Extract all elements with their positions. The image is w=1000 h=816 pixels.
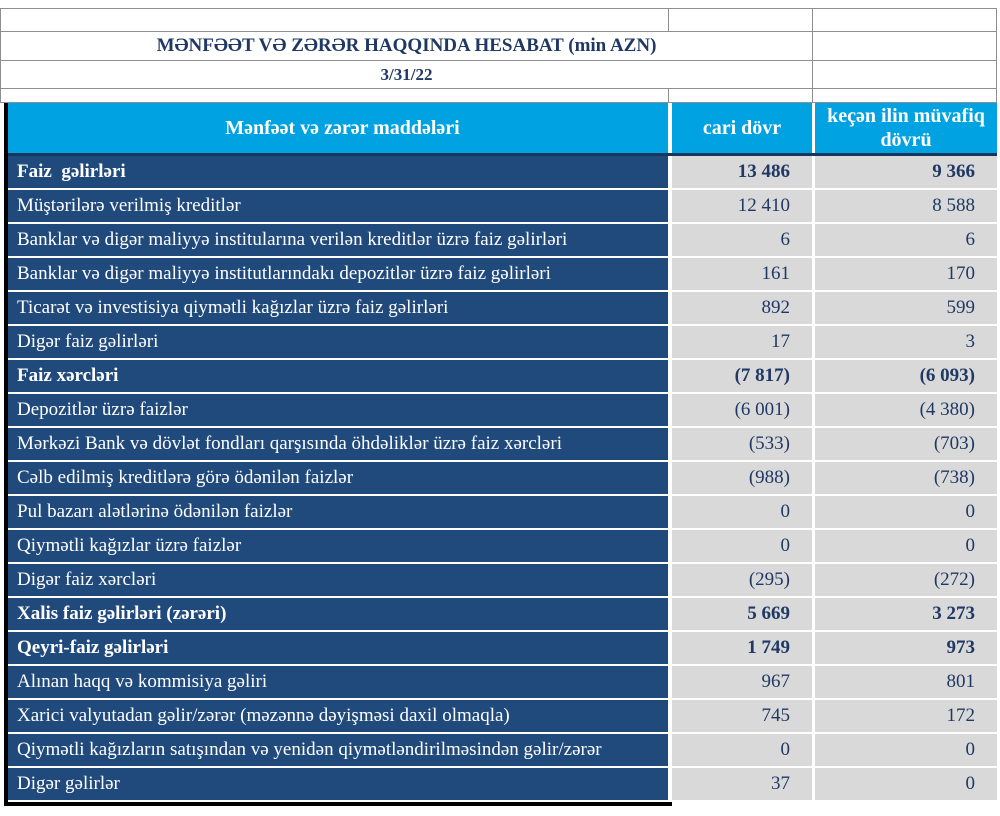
row-label-cell[interactable] [8, 530, 668, 562]
row-current-value-cell[interactable] [672, 360, 812, 392]
row-previous-value: 3 273 [932, 603, 975, 624]
column-header-previous[interactable] [815, 103, 997, 153]
row-previous-value: 973 [946, 637, 975, 658]
table-row [8, 598, 997, 630]
row-label: Cəlb edilmiş kreditlərə görə ödənilən faizlər [17, 467, 354, 488]
row-current-value: (7 817) [734, 365, 790, 386]
report-date-cell[interactable] [1, 61, 813, 88]
row-current-value: 0 [780, 501, 790, 522]
row-previous-value-cell[interactable] [815, 632, 997, 664]
row-previous-value: 801 [946, 671, 975, 692]
row-current-value-cell[interactable] [672, 292, 812, 324]
row-current-value: 1 749 [747, 637, 790, 658]
row-label-cell[interactable] [8, 564, 668, 596]
row-label-cell[interactable] [8, 156, 668, 188]
row-previous-value-cell[interactable] [815, 360, 997, 392]
row-previous-value-cell[interactable] [815, 700, 997, 732]
row-label-cell[interactable] [8, 394, 668, 426]
table-row [8, 496, 997, 528]
column-header-current-label: cari dövr [702, 117, 782, 139]
row-previous-value-cell[interactable] [815, 394, 997, 426]
row-previous-value: 0 [965, 535, 975, 556]
row-current-value: (295) [748, 569, 790, 590]
row-previous-value: 6 [965, 229, 975, 250]
row-label-cell[interactable] [8, 428, 668, 460]
column-header-current[interactable] [672, 103, 812, 153]
table-row [8, 530, 997, 562]
table-row [8, 224, 997, 256]
empty-cell[interactable] [813, 9, 996, 31]
row-label-cell[interactable] [8, 768, 668, 800]
row-current-value: 745 [761, 705, 790, 726]
table-row [8, 462, 997, 494]
table-row [8, 258, 997, 290]
row-current-value-cell[interactable] [672, 632, 812, 664]
row-current-value-cell[interactable] [672, 224, 812, 256]
row-previous-value: 599 [946, 297, 975, 318]
row-current-value: 12 410 [737, 195, 790, 216]
row-label: Qeyri-faiz gəlirləri [17, 637, 169, 658]
row-previous-value-cell[interactable] [815, 496, 997, 528]
row-current-value-cell[interactable] [672, 190, 812, 222]
row-current-value: 161 [761, 263, 790, 284]
row-label-cell[interactable] [8, 462, 668, 494]
row-current-value: 967 [761, 671, 790, 692]
profit-loss-table [4, 103, 997, 806]
row-current-value-cell[interactable] [672, 564, 812, 596]
title-row [1, 32, 996, 61]
row-current-value-cell[interactable] [672, 530, 812, 562]
row-previous-value: 170 [946, 263, 975, 284]
row-label: Mərkəzi Bank və dövlət fondları qarşısında öhdəliklər üzrə faiz xərcləri [17, 433, 562, 454]
row-previous-value-cell[interactable] [815, 564, 997, 596]
row-previous-value-cell[interactable] [815, 530, 997, 562]
row-previous-value-cell[interactable] [815, 666, 997, 698]
row-label: Banklar və digər maliyyə institularına verilən kreditlər üzrə faiz gəlirləri [17, 229, 568, 250]
row-label: Depozitlər üzrə faizlər [17, 399, 188, 420]
empty-cell[interactable] [813, 89, 996, 102]
row-previous-value-cell[interactable] [815, 258, 997, 290]
table-header-row [8, 103, 997, 156]
row-label-cell[interactable] [8, 666, 668, 698]
table-row [8, 326, 997, 358]
row-current-value: 6 [780, 229, 790, 250]
column-header-items[interactable] [8, 103, 668, 153]
row-current-value-cell[interactable] [672, 394, 812, 426]
row-current-value: (988) [748, 467, 790, 488]
row-label: Qiymətli kağızlar üzrə faizlər [17, 535, 242, 556]
row-label-cell[interactable] [8, 632, 668, 664]
row-label-cell[interactable] [8, 700, 668, 732]
table-row [8, 156, 997, 188]
row-label-cell[interactable] [8, 734, 668, 766]
row-current-value: (6 001) [734, 399, 790, 420]
row-previous-value: (703) [933, 433, 975, 454]
row-previous-value: 0 [965, 739, 975, 760]
empty-grid-row [1, 9, 996, 32]
row-current-value: 5 669 [747, 603, 790, 624]
column-header-previous-label: keçən ilin müvafiq dövrü [827, 105, 985, 151]
report-title-cell[interactable] [1, 32, 813, 60]
table-row [8, 292, 997, 324]
row-previous-value-cell[interactable] [815, 156, 997, 188]
row-current-value-cell[interactable] [672, 734, 812, 766]
row-previous-value-cell[interactable] [815, 598, 997, 630]
table-row [8, 564, 997, 596]
row-label: Alınan haqq və kommisiya gəliri [17, 671, 268, 692]
row-previous-value-cell[interactable] [815, 462, 997, 494]
row-label: Banklar və digər maliyyə institutlarındakı depozitlər üzrə faiz gəlirləri [17, 263, 551, 284]
row-current-value: 892 [761, 297, 790, 318]
row-label: Digər faiz gəlirləri [17, 331, 159, 352]
empty-cell[interactable] [813, 32, 996, 60]
empty-cell[interactable] [813, 61, 996, 88]
report-header-grid [0, 8, 997, 103]
table-body [8, 156, 997, 800]
row-label: Ticarət və investisiya qiymətli kağızlar üzrə faiz gəlirləri [17, 297, 449, 318]
row-label-cell[interactable] [8, 360, 668, 392]
row-previous-value: 0 [965, 773, 975, 794]
date-row [1, 61, 996, 89]
table-row [8, 700, 997, 732]
column-header-items-label: Mənfəət və zərər maddələri [225, 117, 460, 139]
row-label: Xarici valyutadan gəlir/zərər (məzənnə dəyişməsi daxil olmaqla) [17, 705, 510, 726]
table-row [8, 768, 997, 800]
report-date: 3/31/22 [380, 64, 433, 84]
row-label-cell[interactable] [8, 496, 668, 528]
row-label: Xalis faiz gəlirləri (zərəri) [17, 603, 227, 624]
table-row [8, 632, 997, 664]
report-title: MƏNFƏƏT VƏ ZƏRƏR HAQQINDA HESABAT (min AZN) [156, 35, 657, 56]
row-current-value-cell[interactable] [672, 598, 812, 630]
row-previous-value-cell[interactable] [815, 292, 997, 324]
empty-cell[interactable] [669, 9, 813, 31]
row-previous-value-cell[interactable] [815, 428, 997, 460]
row-current-value: 0 [780, 739, 790, 760]
row-previous-value: 0 [965, 501, 975, 522]
row-previous-value: 172 [946, 705, 975, 726]
row-previous-value: 3 [965, 331, 975, 352]
row-previous-value-cell[interactable] [815, 326, 997, 358]
empty-grid-row [1, 89, 996, 103]
row-previous-value: 8 588 [932, 195, 975, 216]
row-label-cell[interactable] [8, 326, 668, 358]
table-row [8, 360, 997, 392]
row-current-value: 0 [780, 535, 790, 556]
row-current-value: 13 486 [737, 161, 790, 182]
table-row [8, 394, 997, 426]
table-row [8, 734, 997, 766]
row-label-cell[interactable] [8, 190, 668, 222]
row-label: Pul bazarı alətlərinə ödənilən faizlər [17, 501, 293, 522]
table-row [8, 190, 997, 222]
row-current-value: 17 [771, 331, 790, 352]
row-previous-value: (738) [933, 467, 975, 488]
row-current-value-cell[interactable] [672, 326, 812, 358]
row-previous-value-cell[interactable] [815, 224, 997, 256]
row-current-value-cell[interactable] [672, 768, 812, 800]
row-previous-value: (272) [933, 569, 975, 590]
row-current-value-cell[interactable] [672, 258, 812, 290]
row-current-value-cell[interactable] [672, 700, 812, 732]
row-current-value-cell[interactable] [672, 666, 812, 698]
row-current-value: 37 [771, 773, 790, 794]
row-label: Faiz xərcləri [17, 365, 119, 386]
row-current-value-cell[interactable] [672, 496, 812, 528]
row-previous-value-cell[interactable] [815, 768, 997, 800]
table-row [8, 666, 997, 698]
row-label: Faiz gəlirləri [17, 161, 126, 182]
empty-cell[interactable] [1, 9, 669, 31]
row-previous-value: (4 380) [919, 399, 975, 420]
empty-cell[interactable] [669, 89, 813, 102]
table-bottom-border [8, 802, 672, 806]
row-label: Digər gəlirlər [17, 773, 120, 794]
row-label-cell[interactable] [8, 598, 668, 630]
row-current-value-cell[interactable] [672, 156, 812, 188]
row-previous-value: (6 093) [919, 365, 975, 386]
row-label-cell[interactable] [8, 224, 668, 256]
row-label-cell[interactable] [8, 258, 668, 290]
empty-cell[interactable] [1, 89, 669, 102]
row-previous-value: 9 366 [932, 161, 975, 182]
row-current-value-cell[interactable] [672, 462, 812, 494]
row-label-cell[interactable] [8, 292, 668, 324]
row-label: Digər faiz xərcləri [17, 569, 157, 590]
row-label: Müştərilərə verilmiş kreditlər [17, 195, 241, 216]
row-current-value: (533) [748, 433, 790, 454]
row-previous-value-cell[interactable] [815, 190, 997, 222]
table-row [8, 428, 997, 460]
row-current-value-cell[interactable] [672, 428, 812, 460]
row-label: Qiymətli kağızların satışından və yenidən qiymətləndirilməsindən gəlir/zərər [17, 739, 602, 760]
row-previous-value-cell[interactable] [815, 734, 997, 766]
